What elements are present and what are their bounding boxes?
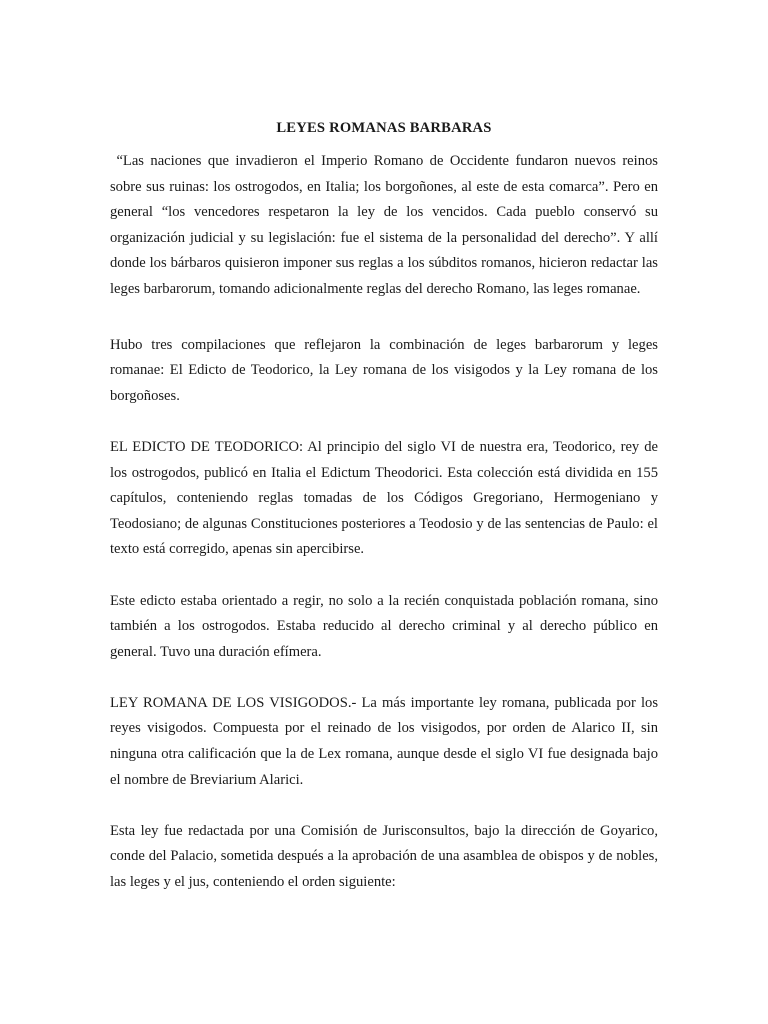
- paragraph-edicto-teodorico: EL EDICTO DE TEODORICO: Al principio del siglo VI de nuestra era, Teodorico, rey de los ostrogodos, publicó en Italia el Edictum Theodorici. Esta colección está dividida en 155 capítulos, conteniendo reglas tomadas de los Códigos Gregoriano, Hermogeniano y Teodosiano; de algunas Constituciones posteriores a Teodosio y de las sentencias de Paulo: el texto está corregido, apenas sin apercibirse.: [110, 438, 658, 558]
- paragraph-intro: “Las naciones que invadieron el Imperio Romano de Occidente fundaron nuevos reinos sobre sus ruinas: los ostrogodos, en Italia; los borgoñones, al este de esta comarca”. Pero en general “los vencedores respetaron la ley de los vencidos. Cada pueblo conservó su organización judicial y su legislación: fue el sistema de la personalidad del derecho”. Y allí donde los bárbaros quisieron imponer sus reglas a los súbditos romanos, hicieron redactar las leges barbarorum, tomando adicionalmente reglas del derecho Romano, las leges romanae.: [110, 153, 662, 297]
- document-title: LEYES ROMANAS BARBARAS: [276, 120, 492, 136]
- paragraph-ley-visigodos: LEY ROMANA DE LOS VISIGODOS.- La más importante ley romana, publicada por los reyes visigodos. Compuesta por el reinado de los visigodos, por orden de Alarico II, sin ninguna otra calificación que la de Lex romana, aunque desde el siglo VI fue designada bajo el nombre de Breviarium Alarici.: [110, 694, 658, 788]
- paragraph-comision: Esta ley fue redactada por una Comisión de Jurisconsultos, bajo la dirección de Goyarico, conde del Palacio, sometida después a la aprobación de una asamblea de obispos y de nobles, las leges y el jus, conteniendo el orden siguiente:: [110, 822, 658, 891]
- paragraph-edicto-scope: Este edicto estaba orientado a regir, no solo a la recién conquistada población romana, sino también a los ostrogodos. Estaba reducido al derecho criminal y al derecho público en general. Tuvo una duración efímera.: [110, 592, 658, 660]
- paragraph-compilations: Hubo tres compilaciones que reflejaron la combinación de leges barbarorum y leges romanae: El Edicto de Teodorico, la Ley romana de los visigodos y la Ley romana de los borgoñoses.: [110, 336, 658, 404]
- document-body: [110, 118, 662, 896]
